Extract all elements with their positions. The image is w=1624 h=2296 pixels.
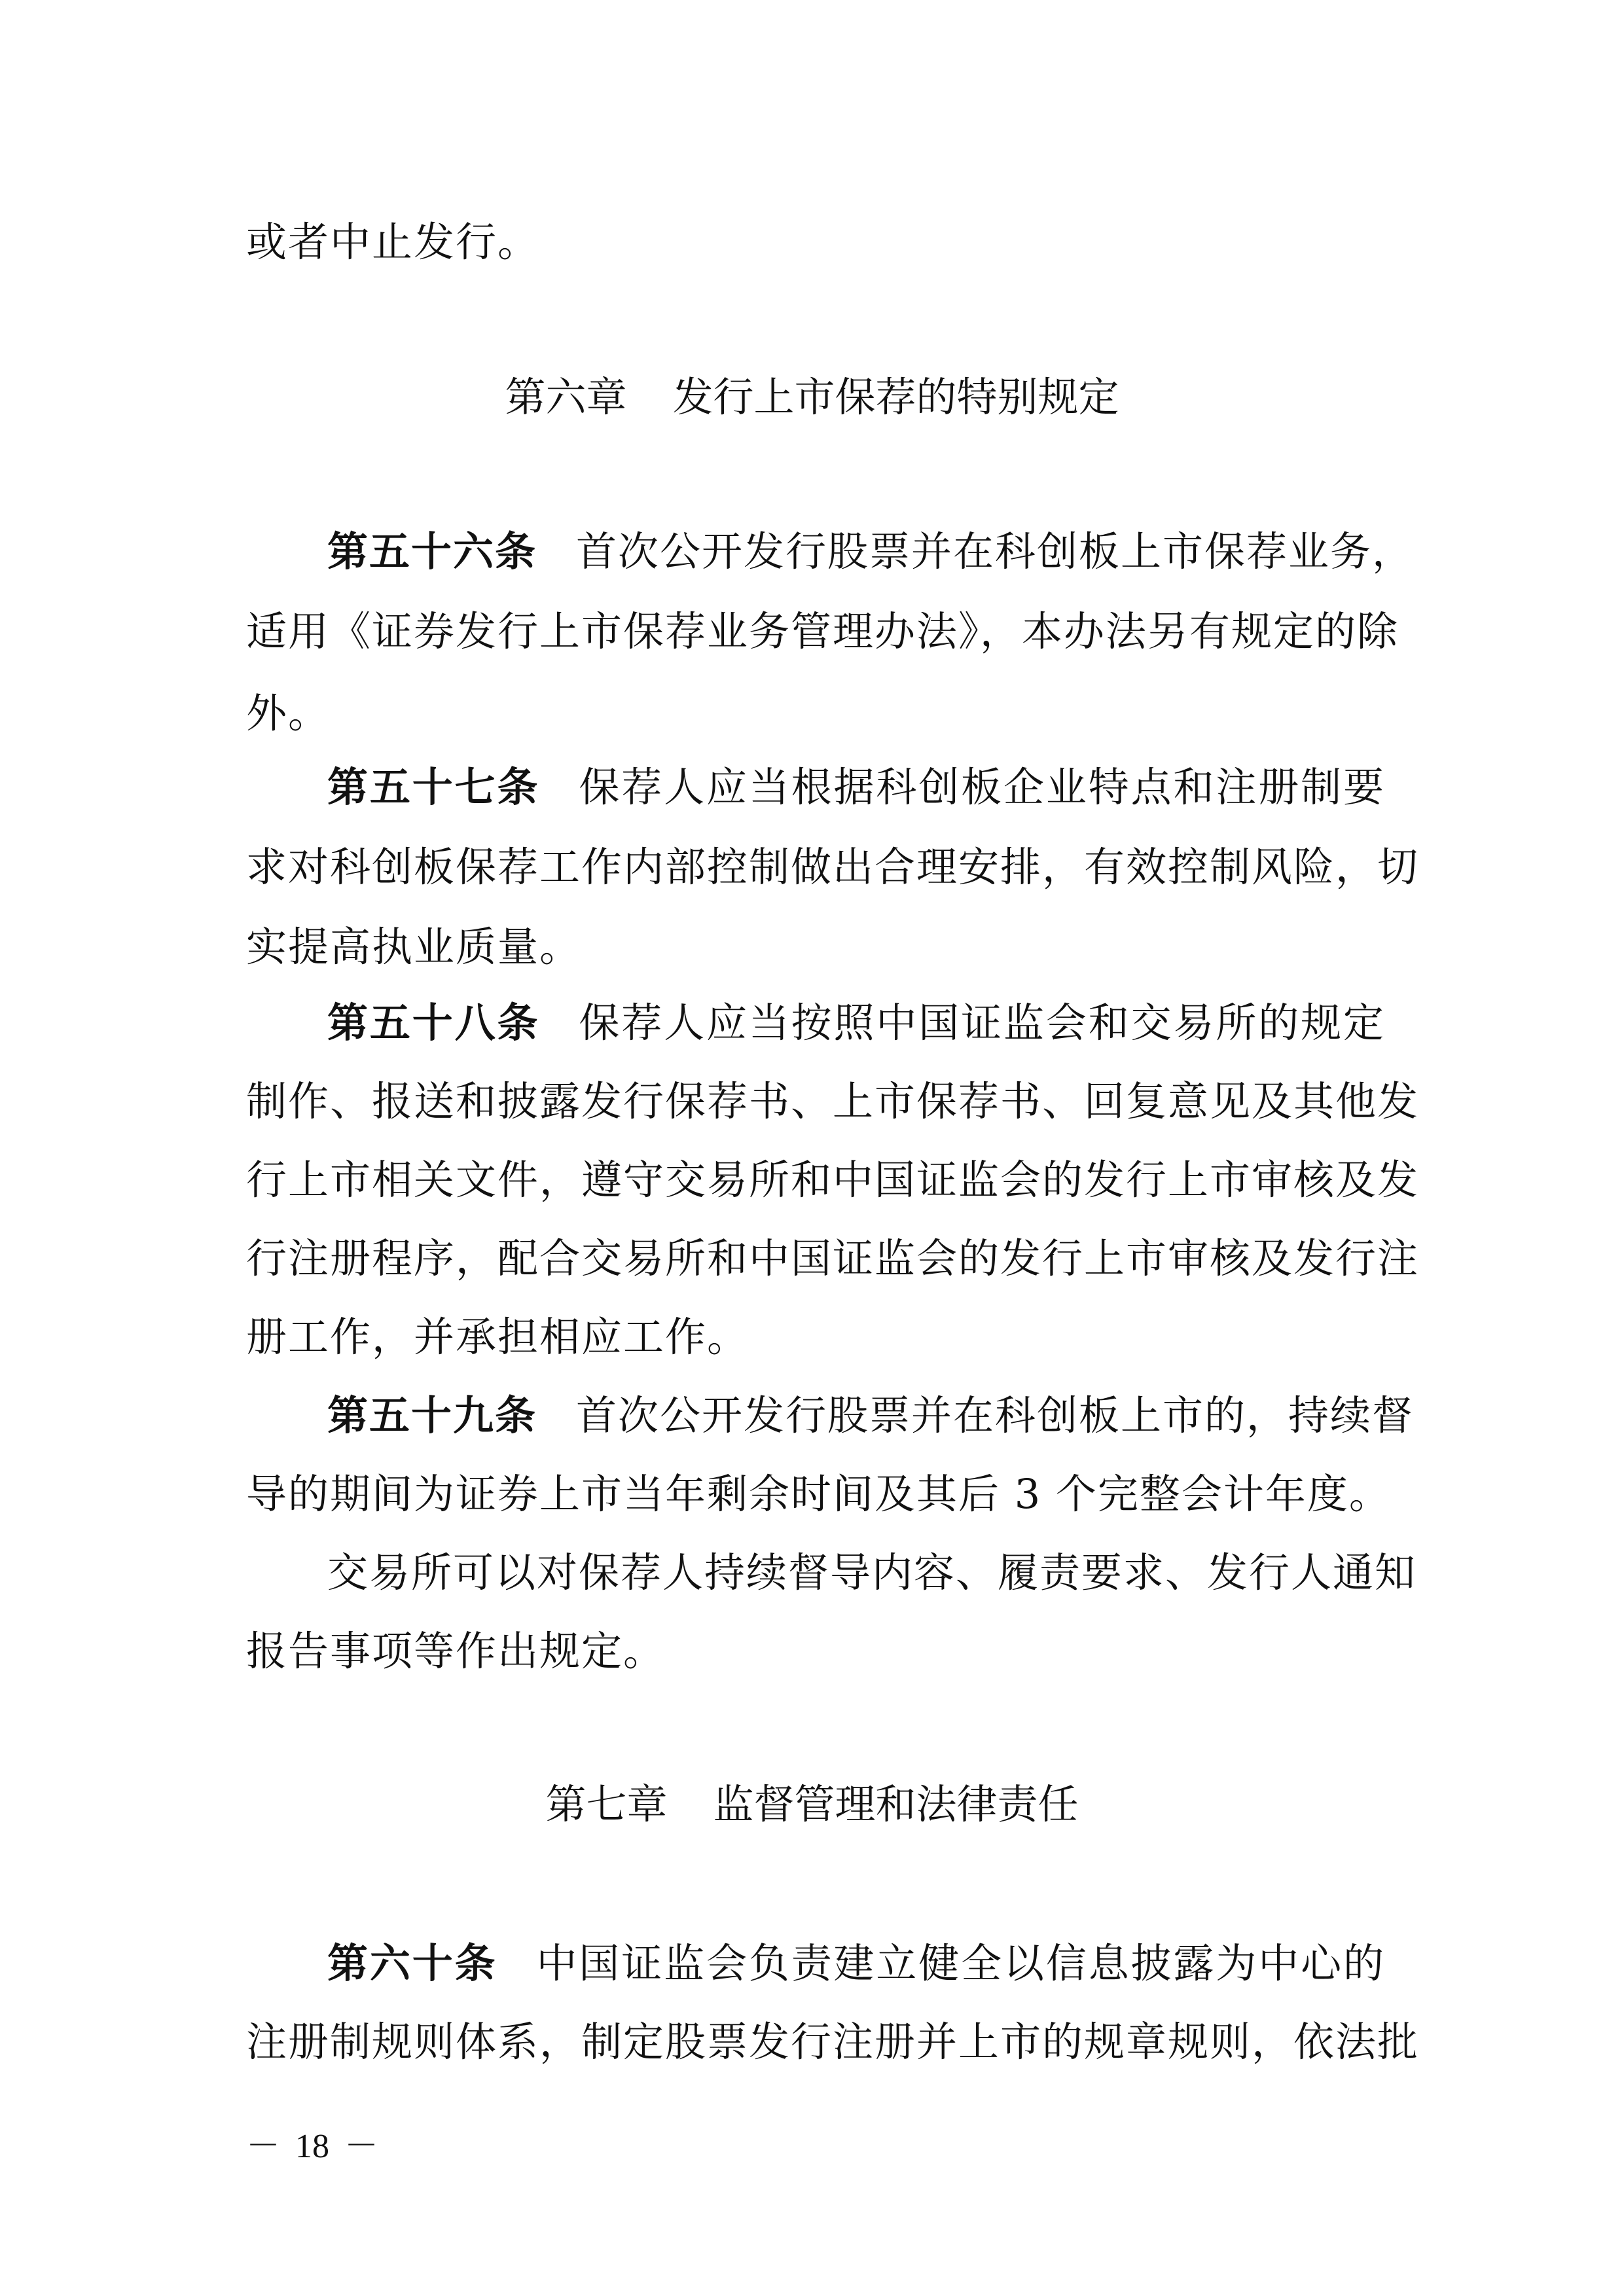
continuation-line: 或者中止发行。 (246, 218, 540, 266)
chapter-title: 发行上市保荐的特别规定 (672, 373, 1119, 421)
article-56-line-2: 适用《证券发行上市保荐业务管理办法》，本办法另有规定的除 (246, 607, 1399, 655)
page-number: － 18 － (246, 2128, 379, 2165)
article-text: 中国证监会负责建立健全以信息披露为中心的 (536, 1939, 1385, 1987)
article-56-line-1 (327, 522, 1415, 581)
article-text: 首次公开发行股票并在科创板上市的，持续督 (576, 1391, 1415, 1439)
article-58-line-1 (327, 994, 1385, 1052)
article-59-line-2: 导的期间为证券上市当年剩余时间及其后 3 个完整会计年度。 (246, 1470, 1391, 1518)
article-57-line-2: 求对科创板保荐工作内部控制做出合理安排，有效控制风险，切 (246, 843, 1420, 891)
chapter-number: 第七章 (545, 1780, 668, 1828)
article-58-line-3: 行上市相关文件，遵守交易所和中国证监会的发行上市审核及发 (246, 1156, 1420, 1204)
article-60-line-1 (327, 1934, 1385, 1993)
article-text: 保荐人应当按照中国证监会和交易所的规定 (579, 999, 1385, 1047)
article-58-line-5: 册工作，并承担相应工作。 (246, 1313, 749, 1361)
article-56-line-3: 外。 (246, 689, 331, 737)
article-label: 第五十六条 (327, 528, 537, 575)
article-58-line-4: 行注册程序，配合交易所和中国证监会的发行上市审核及发行注 (246, 1234, 1420, 1282)
article-label: 第六十条 (327, 1939, 497, 1987)
article-text: 首次公开发行股票并在科创板上市保荐业务， (576, 528, 1415, 575)
article-label: 第五十七条 (327, 763, 540, 811)
article-text: 保荐人应当根据科创板企业特点和注册制要 (579, 763, 1385, 811)
article-57-line-1 (327, 758, 1385, 817)
chapter-number: 第六章 (505, 373, 627, 421)
article-59-para-2-line-2: 报告事项等作出规定。 (246, 1627, 666, 1675)
article-60-line-2: 注册制规则体系，制定股票发行注册并上市的规章规则，依法批 (246, 2018, 1420, 2066)
article-59-line-1 (327, 1386, 1415, 1445)
chapter-6-heading (0, 368, 1624, 427)
chapter-title: 监督管理和法律责任 (713, 1780, 1079, 1828)
article-label: 第五十八条 (327, 999, 540, 1047)
article-59-para-2-line-1: 交易所可以对保荐人持续督导内容、履责要求、发行人通知 (327, 1549, 1417, 1596)
article-label: 第五十九条 (327, 1391, 537, 1439)
article-58-line-2: 制作、报送和披露发行保荐书、上市保荐书、回复意见及其他发 (246, 1077, 1420, 1125)
chapter-7-heading (0, 1775, 1624, 1834)
article-57-line-3: 实提高执业质量。 (246, 923, 582, 971)
